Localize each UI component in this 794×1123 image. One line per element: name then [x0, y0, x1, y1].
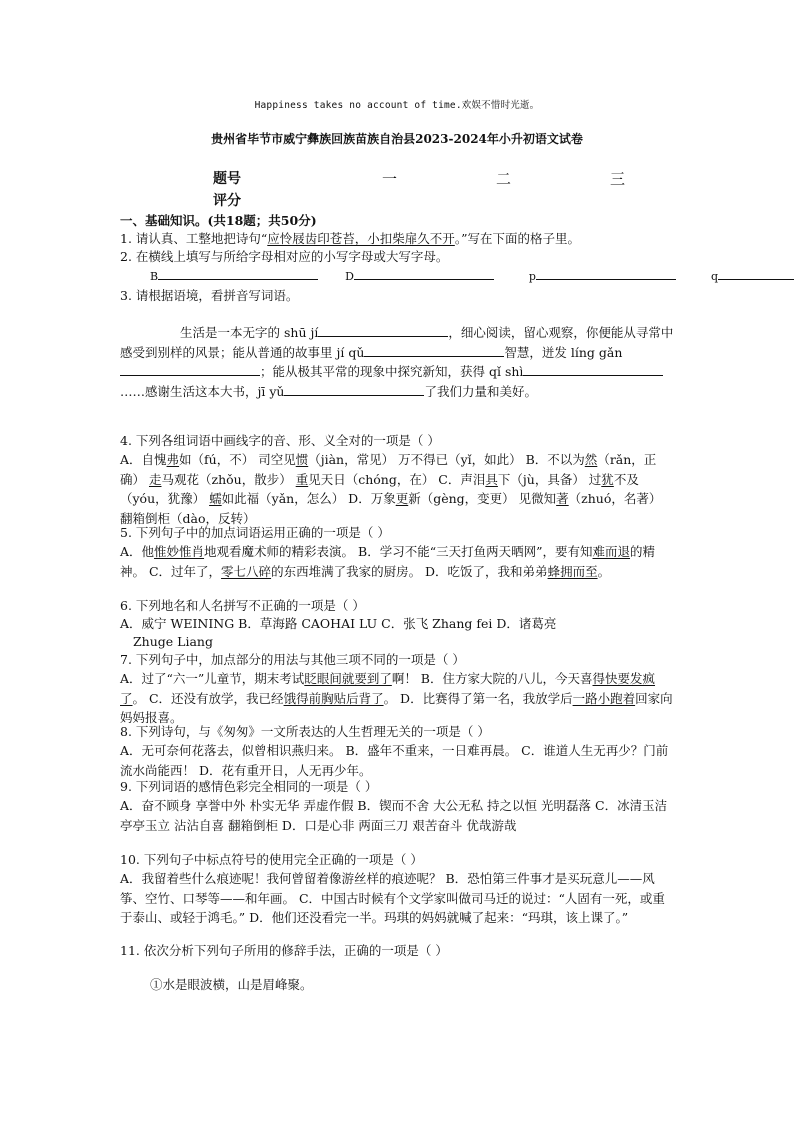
q4-underlined: 然 [584, 452, 598, 467]
q4-seg: （jiàn，常见） 万不得已（yǐ，如此） B．不以为 [308, 452, 585, 467]
question-10-stem: 10. 下列句子中标点符号的使用完全正确的一项是（ ） [120, 852, 423, 867]
q7-seg: A．过了“六一”儿童节，期末考试 [120, 671, 305, 686]
question-9-options: A．奋不顾身 享誉中外 朴实无华 弄虚作假 B．锲而不舍 大公无私 持之以恒 光明磊落 C．冰清玉洁 亭亭玉立 沾沾自喜 翻箱倒柜 D．口是心非 两面三刀 艰苦奋斗 优哉游哉 [120, 798, 668, 833]
q5-seg: A．他 [120, 544, 155, 559]
letter-blanks [150, 268, 794, 283]
q5-underlined: 难而退 [592, 544, 631, 559]
page-header: Happiness takes no account of time.欢娱不惜时光逝。 [254, 100, 540, 111]
q4-underlined: 蠕 [209, 491, 222, 506]
question-7-options [120, 669, 676, 728]
q4-seg: 如（fú，不） 司空见 [179, 452, 296, 467]
q5-seg: 。 [597, 563, 611, 579]
question-6-options: A．威宁 WEINING B．草海路 CAOHAI LU C．张飞 Zhang fei D．诸葛亮 [120, 616, 557, 631]
q3-part-5: ……感谢生活这本大书，jī yǔ [120, 383, 285, 399]
q1-poem: 应怜屐齿印苍苔，小扣柴扉久不开 [267, 231, 455, 246]
q5-seg: 的精神。 C．过年了， [120, 544, 656, 579]
q4-seg: 不及（yóu，犹豫） [120, 471, 639, 506]
q4-seg: （zhuó，名著） 翻箱倒柜（dào，反转） [120, 491, 662, 526]
q4-underlined: 惯 [295, 452, 309, 467]
q5-seg: 的东西堆满了我家的厨房。 D．吃饭了，我和弟弟 [271, 563, 548, 579]
exam-title: 贵州省毕节市威宁彝族回族苗族自治县2023-2024年小升初语文试卷 [211, 132, 583, 146]
q4-seg: 马观花（zhǒu，散步） [161, 471, 296, 487]
q1-text: 1. 请认真、工整地把诗句“ [120, 231, 268, 246]
letter-d: D [345, 270, 354, 283]
q4-seg: （rǎn，正确） [120, 452, 657, 487]
score-col-2: 二 [496, 170, 512, 188]
question-6-options-cont: Zhuge Liang [133, 634, 213, 649]
question-6-stem: 6. 下列地名和人名拼写不正确的一项是（ ） [120, 598, 365, 613]
question-4-options [120, 450, 676, 528]
question-5-stem: 5. 下列句子中的加点词语运用正确的一项是（ ） [120, 525, 390, 540]
q5-underlined: 蜂拥而至 [547, 563, 598, 579]
q4-underlined: 走 [148, 471, 162, 487]
q3-part-6: 了我们力量和美好。 [424, 383, 537, 399]
question-8-options: A．无可奈何花落去，似曾相识燕归来。 B．盛年不重来，一日难再晨。 C．谁道人生无再少？门前流水尚能西！ D．花有重开日，人无再少年。 [120, 743, 669, 778]
q3-part-3: 智慧，迸发 líng gǎn [504, 344, 623, 360]
q4-seg: 下（jù，具备） 过 [497, 471, 602, 487]
score-row-label-score: 评分 [213, 193, 241, 209]
q5-seg: 地观看魔术师的精彩表演。 B．学习不能“三天打鱼两天晒网”，要有知 [204, 544, 593, 559]
letter-q: q [710, 270, 719, 283]
blank-d[interactable] [354, 268, 494, 280]
q4-underlined: 犹 [601, 471, 614, 487]
blank-q[interactable] [718, 268, 794, 280]
q7-underlined: 得快要发疯了 [120, 671, 656, 706]
q4-seg: 如此福（yǎn，怎么） D．万象 [221, 491, 396, 506]
q3-part-1: 生活是一本无字的 shū jí [180, 325, 319, 340]
letter-b: B [150, 270, 159, 283]
q5-underlined: 惟妙惟肖 [154, 544, 205, 559]
q3-part-4: ；能从极其平常的现象中探究新知，获得 qǐ shì [260, 364, 524, 379]
q3-part-2: ，细心阅读，留心观察，你便能从寻常中感受到别样的风景；能从普通的故事里 jí qǔ [120, 325, 674, 360]
q3-blank-2[interactable] [364, 345, 504, 357]
question-10-options: A．我留着些什么痕迹呢！我何曾留着像游丝样的痕迹呢？ B．恐怕第三件事才是买玩意儿——风筝、空竹、口琴等——和年画。 C．中国古时候有个文学家叫做司马迁的说过：“人固有一死，或重于泰山、或轻于鸿毛。” D．他们还没看完一半。玛琪的妈妈就喊了起来：“玛琪，该上课了。” [120, 871, 665, 925]
q4-seg: 见天日（chóng，在） C．声泪 [308, 471, 486, 487]
q7-seg: 啊！ B．住方家大院的八儿，今天喜 [391, 671, 593, 686]
score-col-1: 一 [382, 170, 398, 188]
letter-p: p [528, 270, 536, 283]
q7-underlined: 眨眼间就要到了 [304, 671, 392, 686]
q4-underlined: 弗 [166, 452, 180, 467]
section-heading: 一、基础知识。(共18题；共50分) [120, 213, 317, 228]
q4-underlined: 著 [556, 491, 569, 506]
question-3-passage [120, 323, 676, 401]
question-4-stem: 4. 下列各组词语中画线字的音、形、义全对的一项是（ ） [120, 433, 440, 448]
q4-underlined: 具 [485, 471, 498, 487]
blank-b[interactable] [158, 268, 318, 280]
question-3: 3. 请根据语境，看拼音写词语。 [120, 288, 299, 303]
q4-seg: A．自愧 [120, 452, 167, 467]
score-col-3: 三 [610, 170, 626, 188]
blank-p[interactable] [536, 268, 676, 280]
q4-underlined: 更 [395, 491, 409, 506]
question-8-stem: 8. 下列诗句，与《匆匆》一文所表达的人生哲理无关的一项是（ ） [120, 724, 490, 739]
question-2: 2. 在横线上填写与所给字母相对应的小写字母或大写字母。 [120, 249, 449, 264]
q7-seg: 。 C．还没有放学，我已经 [132, 690, 284, 706]
question-5-options [120, 542, 676, 581]
q1-text-end: 。”写在下面的格子里。 [454, 231, 580, 246]
q3-blank-1[interactable] [318, 325, 448, 337]
q7-underlined: 饿得前胸贴后背了 [283, 690, 384, 706]
q5-underlined: 零七八碎 [221, 563, 272, 579]
q3-blank-5[interactable] [284, 384, 424, 396]
q3-blank-4[interactable] [523, 364, 663, 376]
q7-seg: 回家向妈妈报喜。 [120, 690, 673, 725]
question-7-stem: 7. 下列句子中，加点部分的用法与其他三项不同的一项是（ ） [120, 652, 465, 667]
q4-seg: 新（gèng，变更） 见微知 [408, 491, 557, 506]
q3-blank-3[interactable] [120, 364, 260, 376]
q4-underlined: 重 [295, 471, 309, 487]
question-1 [120, 230, 580, 248]
question-11-stem: 11. 依次分析下列句子所用的修辞手法，正确的一项是（ ） [120, 943, 448, 958]
question-9-stem: 9. 下列词语的感情色彩完全相同的一项是（ ） [120, 779, 378, 794]
question-11-item-1: ①水是眼波横，山是眉峰聚。 [150, 977, 313, 992]
q7-seg: 。 D．比赛得了第一名，我放学后 [383, 690, 573, 706]
q7-underlined: 一路小跑着 [572, 690, 636, 706]
score-row-label-number: 题号 [213, 171, 241, 187]
